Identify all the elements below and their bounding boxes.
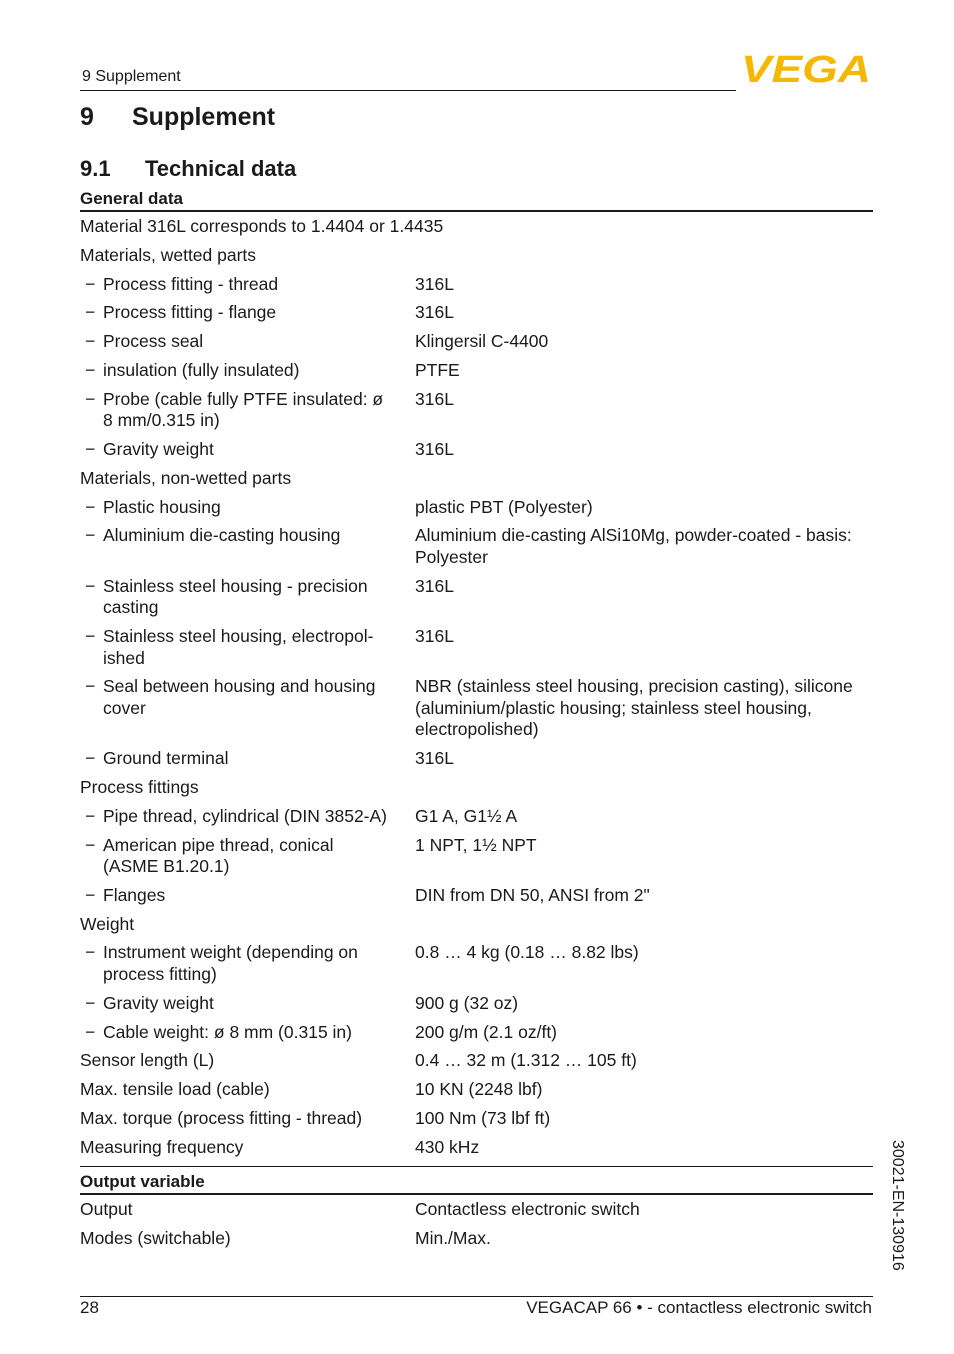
dash-bullet: −: [85, 884, 96, 905]
row-label: [80, 777, 415, 799]
row-label-text: Material 316L corresponds to 1.4404 or 1.4435: [80, 216, 444, 236]
row-label-text: Aluminium die-casting housing: [103, 525, 341, 546]
dash-bullet: −: [85, 676, 96, 697]
row-label: [80, 1108, 415, 1130]
general-data-title: General data: [80, 189, 183, 208]
row-label: [80, 216, 873, 238]
row-value: NBR (stainless steel housing, precision casting), silicone (aluminium/plastic housing; stainless steel housing, electropolished): [415, 676, 853, 740]
row-label: [80, 993, 415, 1015]
row-label: [80, 274, 415, 296]
row-label: [80, 1199, 415, 1221]
dash-bullet: −: [85, 626, 96, 647]
row-label-text: Process fitting - flange: [103, 302, 277, 323]
row-value: [415, 468, 873, 490]
row-label-text: Output: [80, 1199, 133, 1219]
data-row: [80, 439, 873, 461]
row-value: Aluminium die-casting AlSi10Mg, powder-coated - basis: Polyester: [415, 525, 852, 567]
row-value: G1 A, G1½ A: [415, 805, 518, 826]
row-label: [80, 942, 415, 985]
dash-bullet: −: [85, 942, 96, 963]
data-row: [80, 1079, 873, 1101]
dash-bullet: −: [85, 496, 96, 517]
data-row: [80, 835, 873, 878]
row-value: [415, 777, 873, 799]
row-value: plastic PBT (Polyester): [415, 496, 593, 517]
general-data-rows: [80, 212, 873, 1158]
row-value: 900 g (32 oz): [415, 992, 519, 1013]
row-label: [80, 914, 415, 936]
page-number: 28: [80, 1298, 99, 1317]
data-row: [80, 274, 873, 296]
row-label: [80, 360, 415, 382]
row-label: [80, 885, 415, 907]
vega-logo-text: VEGA: [741, 52, 871, 84]
output-variable-rows: [80, 1195, 873, 1249]
header-label: 9 Supplement: [82, 68, 181, 85]
row-label: [80, 389, 415, 432]
row-label-text: Process fitting - thread: [103, 273, 279, 294]
row-label-text: Flanges: [103, 884, 166, 905]
row-value: 0.4 … 32 m (1.312 … 105 ft): [415, 1050, 637, 1071]
output-variable-title: Output variable: [80, 1172, 205, 1191]
row-label-text: Ground terminal: [103, 748, 229, 769]
data-row: [80, 389, 873, 432]
row-label-text: Max. tensile load (cable): [80, 1079, 270, 1100]
row-value: 316L: [415, 439, 454, 460]
row-label-text: Pipe thread, cylindrical (DIN 3852-A): [103, 805, 388, 826]
row-label: [80, 468, 415, 490]
dash-bullet: −: [85, 273, 96, 294]
row-label: [80, 245, 415, 267]
row-label-text: Probe (cable fully PTFE insulated: ø 8 mm/0.315 in): [103, 388, 384, 431]
data-row: [80, 1022, 873, 1044]
dash-bullet: −: [85, 388, 96, 409]
data-row: [80, 360, 873, 382]
section-number: 9.1: [80, 156, 111, 181]
dash-bullet: −: [85, 331, 96, 352]
row-label-text: Sensor length (L): [80, 1050, 215, 1071]
chapter-title: Supplement: [132, 103, 276, 131]
row-label: [80, 576, 415, 619]
data-row: [80, 1108, 873, 1130]
row-label-text: Process fittings: [80, 776, 199, 797]
data-row: [80, 748, 873, 770]
row-label-text: American pipe thread, conical (ASME B1.20.1): [103, 834, 334, 877]
row-label-text: Seal between housing and housing cover: [103, 676, 376, 718]
row-label: [80, 439, 415, 461]
data-row: [80, 468, 873, 490]
row-label: [80, 497, 415, 519]
row-value: 1 NPT, 1½ NPT: [415, 834, 537, 855]
row-label: [80, 1079, 415, 1101]
section-title: Technical data: [145, 156, 297, 181]
section-top-rule: [80, 1166, 873, 1167]
row-value: [415, 245, 873, 267]
header-rule: [80, 90, 736, 91]
section-heading: [80, 156, 296, 182]
row-label-text: Max. torque (process fitting - thread): [80, 1107, 363, 1128]
chapter-heading: [80, 103, 275, 132]
row-label-text: Plastic housing: [103, 496, 221, 517]
row-label-text: Materials, wetted parts: [80, 244, 257, 265]
row-label-text: Gravity weight: [103, 439, 214, 460]
row-value: 316L: [415, 748, 454, 769]
row-value: 316L: [415, 388, 454, 409]
row-value: 200 g/m (2.1 oz/ft): [415, 1021, 558, 1042]
data-row: [80, 302, 873, 324]
row-label: [80, 1050, 415, 1072]
data-row: [80, 914, 873, 936]
row-value: Min./Max.: [415, 1227, 491, 1248]
row-value: 316L: [415, 273, 454, 294]
row-label-text: Process seal: [103, 331, 204, 352]
dash-bullet: −: [85, 302, 96, 323]
row-label-text: Modes (switchable): [80, 1227, 231, 1248]
row-value: PTFE: [415, 359, 460, 380]
row-label: [80, 835, 415, 878]
data-row: [80, 993, 873, 1015]
row-label: [80, 302, 415, 324]
row-label-text: Stainless steel housing, electropol-ished: [103, 626, 374, 668]
row-label: [80, 676, 415, 741]
row-label: [80, 1137, 415, 1159]
row-label: [80, 626, 415, 669]
row-label: [80, 1228, 415, 1250]
dash-bullet: −: [85, 1021, 96, 1042]
dash-bullet: −: [85, 992, 96, 1013]
row-value: 316L: [415, 575, 454, 596]
data-row: [80, 497, 873, 519]
data-row: [80, 1137, 873, 1159]
footer-rule: [80, 1296, 873, 1297]
row-value: 316L: [415, 302, 454, 323]
row-label-text: Stainless steel housing - precision casting: [103, 575, 368, 618]
row-value: Klingersil C-4400: [415, 331, 549, 352]
row-value: 100 Nm (73 lbf ft): [415, 1107, 551, 1128]
general-data-section: [80, 188, 873, 1166]
row-value: 0.8 … 4 kg (0.18 … 8.82 lbs): [415, 942, 639, 963]
dash-bullet: −: [85, 834, 96, 855]
row-label-text: Weight: [80, 913, 135, 934]
document-code: 30021-EN-130916: [889, 1140, 906, 1271]
row-label-text: Instrument weight (depending on process fitting): [103, 942, 358, 984]
data-row: [80, 806, 873, 828]
data-row: [80, 626, 873, 669]
data-row: [80, 331, 873, 353]
row-label-text: Measuring frequency: [80, 1136, 244, 1157]
row-value: 316L: [415, 626, 454, 647]
data-row: [80, 885, 873, 907]
data-row: [80, 1199, 873, 1221]
row-label: [80, 1022, 415, 1044]
output-variable-section: [80, 1166, 873, 1257]
row-label: [80, 748, 415, 770]
row-label-text: Cable weight: ø 8 mm (0.315 in): [103, 1021, 352, 1042]
data-row: [80, 216, 873, 238]
row-value: 10 KN (2248 lbf): [415, 1079, 543, 1100]
data-row: [80, 576, 873, 619]
data-row: [80, 245, 873, 267]
row-value: 430 kHz: [415, 1136, 480, 1157]
footer-product: VEGACAP 66 • - contactless electronic switch: [526, 1298, 872, 1317]
dash-bullet: −: [85, 359, 96, 380]
data-row: [80, 942, 873, 985]
dash-bullet: −: [85, 525, 96, 546]
row-label: [80, 525, 415, 568]
data-row: [80, 676, 873, 741]
row-label: [80, 331, 415, 353]
row-label-text: Gravity weight: [103, 992, 214, 1013]
dash-bullet: −: [85, 805, 96, 826]
data-row: [80, 1228, 873, 1250]
row-label-text: Materials, non-wetted parts: [80, 467, 292, 488]
data-row: [80, 1050, 873, 1072]
data-row: [80, 777, 873, 799]
dash-bullet: −: [85, 748, 96, 769]
row-value: [415, 914, 873, 936]
chapter-number: 9: [80, 103, 94, 131]
vega-logo: [741, 52, 873, 84]
row-value: DIN from DN 50, ANSI from 2": [415, 884, 650, 905]
dash-bullet: −: [85, 575, 96, 596]
data-row: [80, 525, 873, 568]
row-label: [80, 806, 415, 828]
row-value: Contactless electronic switch: [415, 1199, 640, 1219]
row-label-text: insulation (fully insulated): [103, 359, 300, 380]
dash-bullet: −: [85, 439, 96, 460]
